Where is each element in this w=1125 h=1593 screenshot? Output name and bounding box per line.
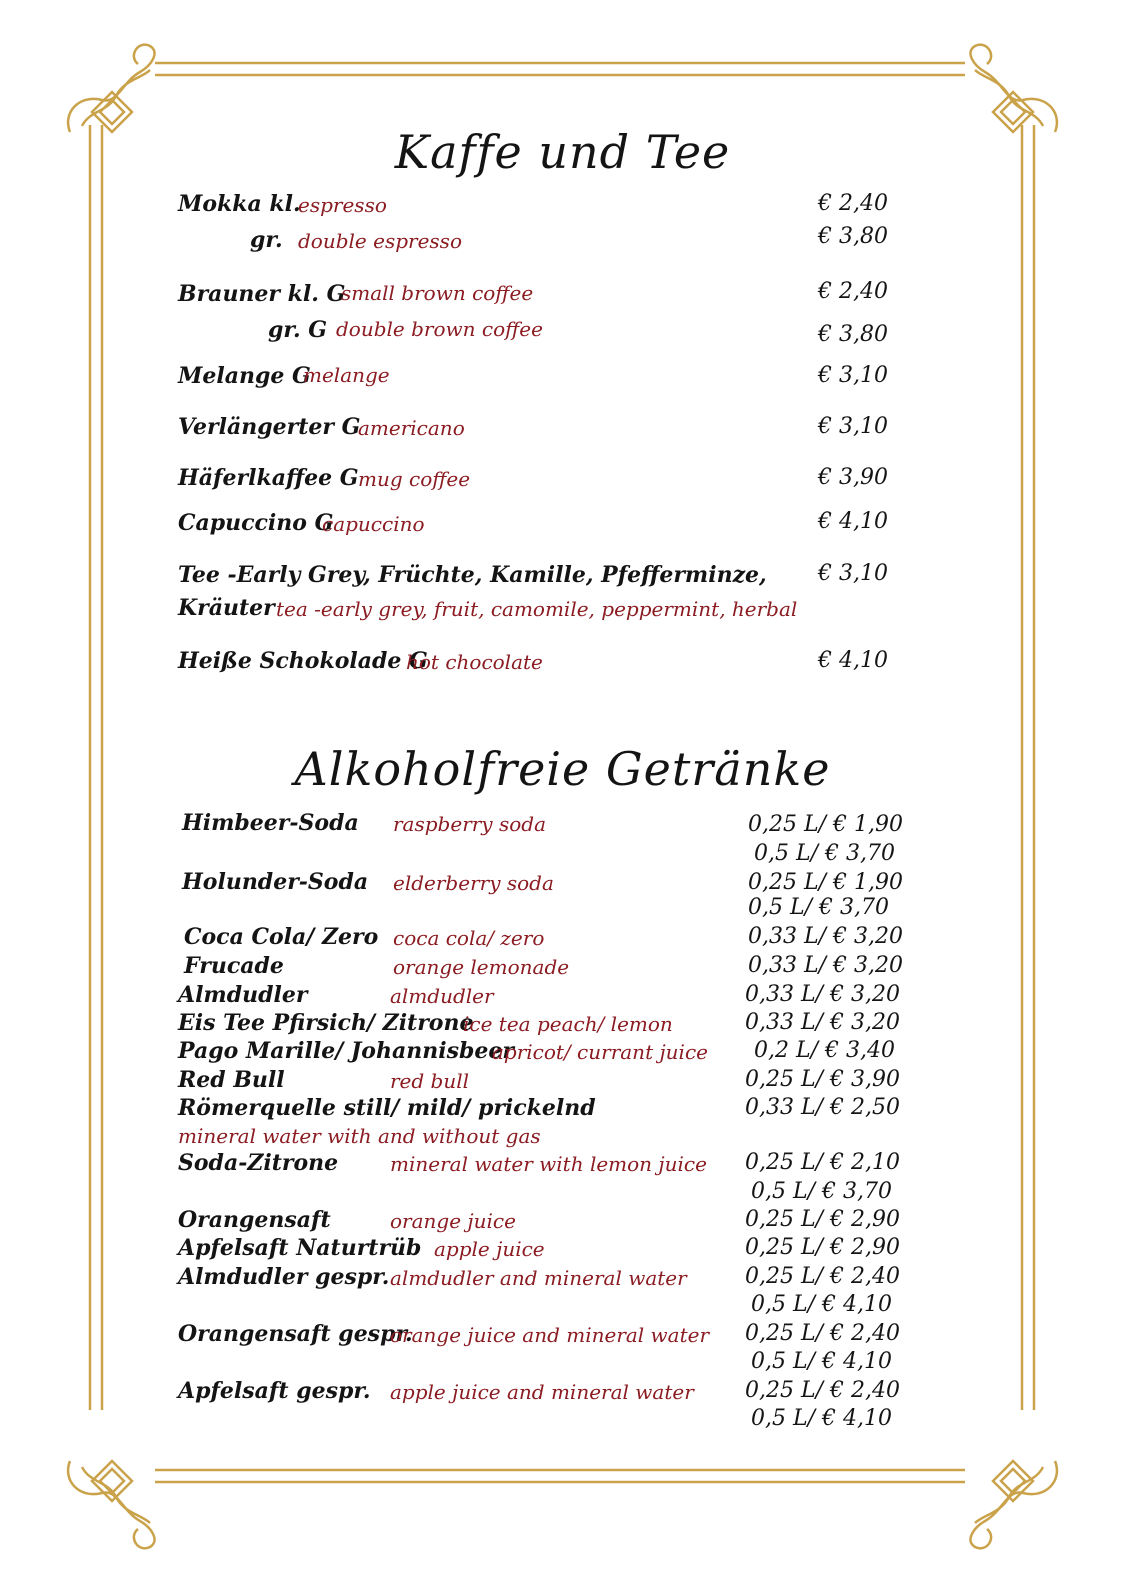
- menu-item-german: Himbeer-Soda: [182, 810, 359, 836]
- menu-item-price: € 3,10: [818, 414, 888, 439]
- menu-item-price: 0,33 L/ € 2,50: [745, 1095, 900, 1120]
- menu-item-german: Römerquelle still/ mild/ prickelnd: [178, 1095, 596, 1121]
- menu-item-german: Pago Marille/ Johannisbeer: [178, 1038, 514, 1064]
- menu-item-german: Capuccino G: [178, 510, 334, 536]
- menu-item-english: double brown coffee: [336, 317, 543, 341]
- menu-item-german: Heiße Schokolade G: [178, 648, 428, 674]
- menu-item-german: Coca Cola/ Zero: [184, 924, 379, 950]
- menu-item-english: hot chocolate: [406, 650, 543, 674]
- menu-item-price: 0,2 L/ € 3,40: [754, 1038, 895, 1063]
- menu-item-price: € 3,90: [818, 465, 888, 490]
- menu-item-english: double espresso: [298, 229, 462, 253]
- menu-item-price: 0,25 L/ € 2,10: [745, 1150, 900, 1175]
- coffee-section-title: Kaffe und Tee: [394, 125, 731, 179]
- menu-item-german: Almdudler gespr.: [178, 1264, 390, 1290]
- menu-item-price: 0,33 L/ € 3,20: [745, 1010, 900, 1035]
- menu-item-price: 0,25 L/ € 1,90: [748, 812, 903, 837]
- menu-item-price: 0,33 L/ € 3,20: [748, 924, 903, 949]
- menu-item-german: Almdudler: [178, 982, 308, 1008]
- menu-item-price: € 4,10: [818, 509, 888, 534]
- menu-item-english: espresso: [298, 193, 387, 217]
- menu-item-price: € 2,40: [818, 279, 888, 304]
- menu-item-german: Eis Tee Pfirsich/ Zitrone: [178, 1010, 474, 1036]
- menu-item-english: orange juice and mineral water: [390, 1323, 710, 1347]
- menu-item-english: small brown coffee: [341, 281, 534, 305]
- menu-item-english: mug coffee: [358, 467, 471, 491]
- menu-item-english: mineral water with lemon juice: [390, 1152, 707, 1176]
- menu-item-german: Apfelsaft Naturtrüb: [178, 1235, 422, 1261]
- menu-item-english: mineral water with and without gas: [178, 1124, 541, 1148]
- menu-item-german: Brauner kl. G: [178, 281, 346, 307]
- menu-item-english: orange juice: [390, 1209, 516, 1233]
- menu-item-german: gr. G: [268, 317, 328, 343]
- menu-item-price: € 3,80: [818, 322, 888, 347]
- menu-item-price: 0,5 L/ € 3,70: [748, 895, 889, 920]
- menu-item-german: Orangensaft gespr.: [178, 1321, 413, 1347]
- menu-item-english: tea -early grey, fruit, camomile, peppermint, herbal: [276, 597, 798, 621]
- menu-item-price: € 4,10: [818, 648, 888, 673]
- menu-item-english: almdudler and mineral water: [390, 1266, 687, 1290]
- menu-item-german: Soda-Zitrone: [178, 1150, 339, 1176]
- menu-item-price: 0,5 L/ € 3,70: [754, 841, 895, 866]
- menu-item-english: almdudler: [390, 984, 494, 1008]
- menu-item-price: 0,25 L/ € 1,90: [748, 870, 903, 895]
- menu-item-german: Orangensaft: [178, 1207, 331, 1233]
- menu-item-german: Frucade: [184, 953, 284, 979]
- menu-item-price: 0,5 L/ € 4,10: [751, 1292, 892, 1317]
- menu-item-price: 0,25 L/ € 2,40: [745, 1378, 900, 1403]
- menu-item-price: 0,33 L/ € 3,20: [745, 982, 900, 1007]
- menu-item-price: 0,25 L/ € 3,90: [745, 1067, 900, 1092]
- menu-item-price: 0,25 L/ € 2,90: [745, 1235, 900, 1260]
- menu-item-price: 0,33 L/ € 3,20: [748, 953, 903, 978]
- menu-item-price: € 3,80: [818, 224, 888, 249]
- menu-item-english: apricot/ currant juice: [492, 1040, 708, 1064]
- menu-item-german: Tee -Early Grey, Früchte, Kamille, Pfefferminze,: [178, 562, 767, 588]
- menu-item-price: € 3,10: [818, 561, 888, 586]
- menu-item-english: melange: [303, 363, 390, 387]
- soft-drinks-section-title: Alkoholfreie Getränke: [294, 742, 831, 796]
- menu-item-price: 0,5 L/ € 4,10: [751, 1406, 892, 1431]
- menu-item-german: Holunder-Soda: [182, 869, 369, 895]
- menu-item-english: capuccino: [322, 512, 425, 536]
- menu-item-german: Mokka kl.: [178, 191, 301, 217]
- menu-item-german: Melange G: [178, 363, 311, 389]
- menu-item-english: ice tea peach/ lemon: [463, 1012, 673, 1036]
- menu-item-german: Verlängerter G: [178, 414, 361, 440]
- corner-ornament-icon: [68, 45, 154, 132]
- menu-item-english: orange lemonade: [393, 955, 570, 979]
- menu-item-english: apple juice and mineral water: [390, 1380, 694, 1404]
- menu-item-german: Kräuter: [178, 595, 275, 621]
- menu-item-german: Apfelsaft gespr.: [178, 1378, 371, 1404]
- menu-item-german: Red Bull: [178, 1067, 285, 1093]
- menu-item-english: raspberry soda: [393, 812, 546, 836]
- menu-item-english: coca cola/ zero: [393, 926, 545, 950]
- menu-item-english: apple juice: [434, 1237, 545, 1261]
- menu-item-german: Häferlkaffee G: [178, 465, 359, 491]
- menu-item-price: 0,5 L/ € 4,10: [751, 1349, 892, 1374]
- menu-item-english: americano: [358, 416, 465, 440]
- menu-item-english: elderberry soda: [393, 871, 554, 895]
- menu-item-english: red bull: [390, 1069, 470, 1093]
- menu-item-price: € 2,40: [818, 191, 888, 216]
- menu-item-price: 0,25 L/ € 2,90: [745, 1207, 900, 1232]
- menu-item-price: 0,25 L/ € 2,40: [745, 1321, 900, 1346]
- menu-item-price: € 3,10: [818, 363, 888, 388]
- menu-item-price: 0,5 L/ € 3,70: [751, 1179, 892, 1204]
- menu-item-german: gr.: [250, 227, 283, 253]
- menu-item-price: 0,25 L/ € 2,40: [745, 1264, 900, 1289]
